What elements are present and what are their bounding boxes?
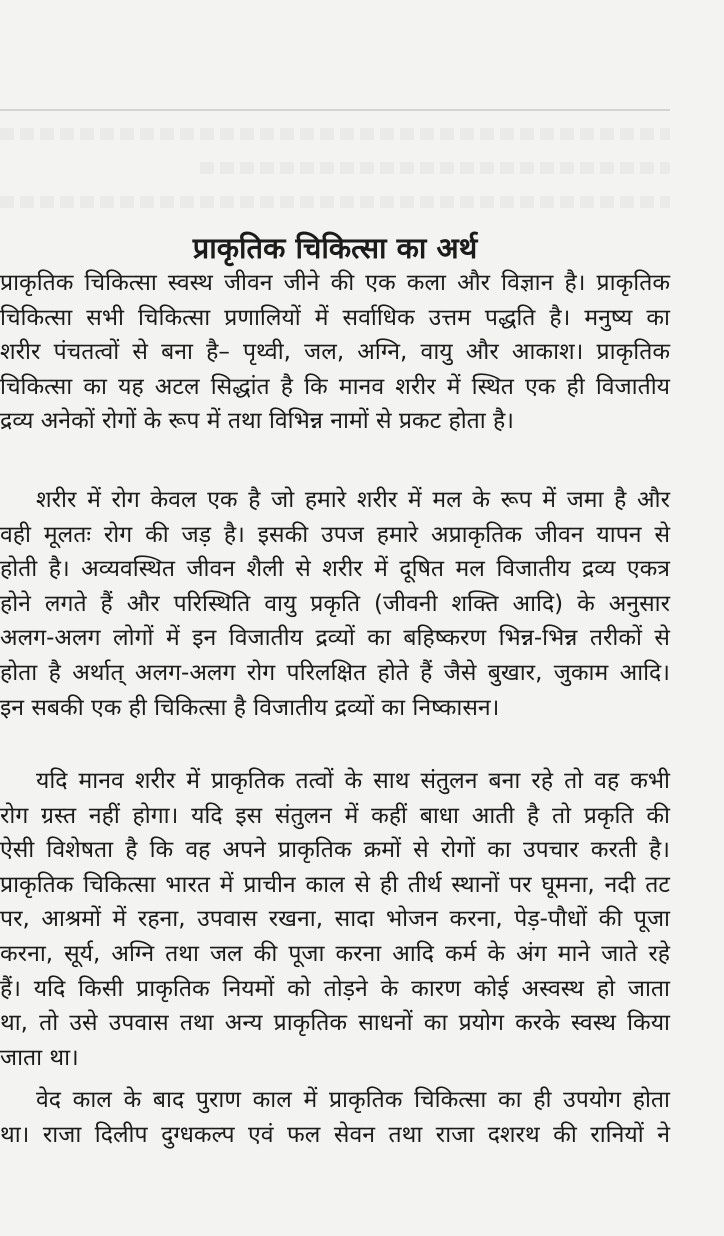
text-line: करना, सूर्य, अग्नि तथा जल की पूजा करना आदि कर्म के अंग माने जाते रहे (0, 940, 670, 967)
text-line: वही मूलतः रोग की जड़ है। इसकी उपज हमारे अप्राकृतिक जीवन यापन से (0, 521, 670, 548)
text-line: प्राकृतिक चिकित्सा स्वस्थ जीवन जीने की एक कला और विज्ञान है। प्राकृतिक (0, 270, 670, 296)
text-line: शरीर में रोग केवल एक है जो हमारे शरीर में मल के रूप में जमा है और (36, 487, 670, 513)
page-title: प्राकृतिक चिकित्सा का अर्थ (192, 231, 478, 265)
text-line: जाता था। (0, 1044, 79, 1071)
text-line: था, तो उसे उपवास तथा अन्य प्राकृतिक साधनों का प्रयोग करके स्वस्थ किया (0, 1010, 670, 1037)
text-line: चिकित्सा सभी चिकित्सा प्रणालियों में सर्वाधिक उत्तम पद्धति है। मनुष्य का (0, 304, 670, 331)
text-line: ऐसी विशेषता है कि वह अपने प्राकृतिक क्रमों से रोगों का उपचार करती है। (0, 837, 670, 864)
text-line: हैं। यदि किसी प्राकृतिक नियमों को तोड़ने के कारण कोई अस्वस्थ हो जाता (0, 975, 670, 1002)
text-line: यदि मानव शरीर में प्राकृतिक तत्वों के साथ संतुलन बना रहे तो वह कभी (36, 768, 670, 794)
text-line: होता है अर्थात् अलग-अलग रोग परिलक्षित होते हैं जैसे बुखार, जुकाम आदि। (0, 659, 670, 686)
text-line: होने लगते हैं और परिस्थिति वायु प्रकृति (जीवनी शक्ति आदि) के अनुसार (0, 590, 670, 617)
text-line: चिकित्सा का यह अटल सिद्धांत है कि मानव शरीर में स्थित एक ही विजातीय (0, 373, 670, 400)
text-line: द्रव्य अनेकों रोगों के रूप में तथा विभिन्न नामों से प्रकट होता है। (0, 408, 514, 435)
text-line: रोग ग्रस्त नहीं होगा। यदि इस संतुलन में कहीं बाधा आती है तो प्रकृति की (0, 802, 670, 829)
text-line: होती है। अव्यवस्थित जीवन शैली से शरीर में दूषित मल विजातीय द्रव्य एकत्र (0, 556, 670, 583)
paragraph-3 (0, 764, 670, 1075)
bleed-through (0, 128, 670, 140)
text-line: था। राजा दिलीप दुग्धकल्प एवं फल सेवन तथा राजा दशरथ की रानियों ने (0, 1121, 670, 1148)
text-line: इन सबकी एक ही चिकित्सा है विजातीय द्रव्यों का निष्कासन। (0, 694, 500, 721)
text-line: अलग-अलग लोगों में इन विजातीय द्रव्यों का बहिष्करण भिन्न-भिन्न तरीकों से (0, 625, 670, 652)
text-line: वेद काल के बाद पुराण काल में प्राकृतिक चिकित्सा का ही उपयोग होता (36, 1087, 670, 1113)
paragraph-1 (0, 266, 670, 439)
bleed-through (200, 162, 670, 174)
paragraph-2 (0, 483, 670, 725)
paragraph-4 (0, 1083, 670, 1152)
bleed-through (0, 196, 670, 208)
text-line: प्राकृतिक चिकित्सा भारत में प्राचीन काल से ही तीर्थ स्थानों पर घूमना, नदी तट (0, 871, 670, 898)
text-line: पर, आश्रमों में रहना, उपवास रखना, सादा भोजन करना, पेड़-पौधों की पूजा (0, 906, 670, 933)
header-rule (0, 109, 670, 111)
text-line: शरीर पंचतत्वों से बना है– पृथ्वी, जल, अग्नि, वायु और आकाश। प्राकृतिक (0, 339, 670, 366)
